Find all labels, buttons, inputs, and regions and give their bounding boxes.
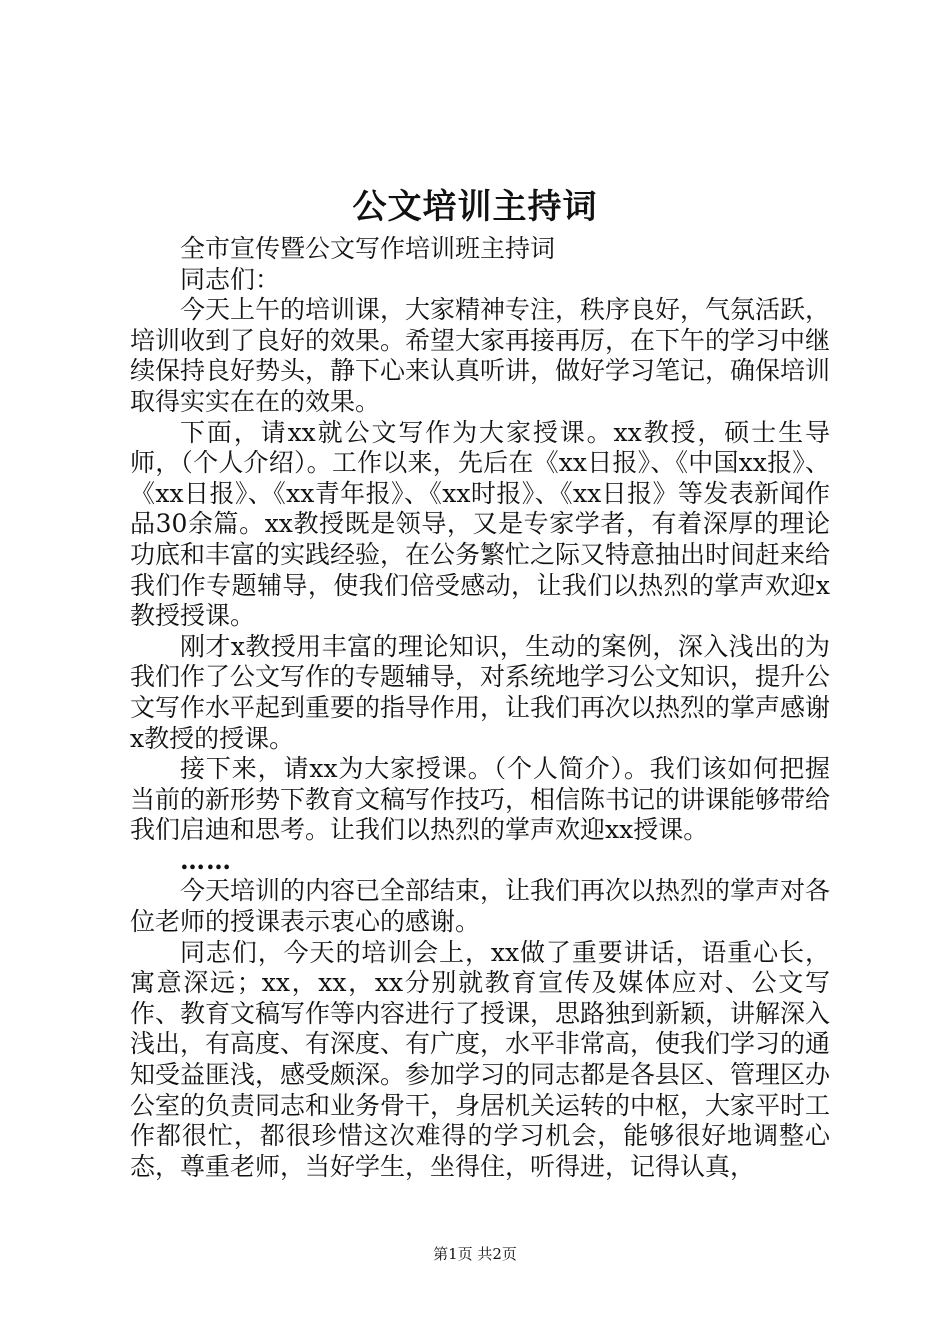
body-paragraph: 刚才x教授用丰富的理论知识，生动的案例，深入浅出的为我们作了公文写作的专题辅导，对系统地学习公文知识，提升公文写作水平起到重要的指导作用，让我们再次以热烈的掌声感谢x教授的授课。 (130, 631, 831, 753)
subtitle-paragraph: 全市宣传暨公文写作培训班主持词 (180, 234, 556, 263)
document-title: 公文培训主持词 (352, 187, 598, 227)
page-number-footer: 第1页 共2页 (433, 1245, 517, 1263)
ellipsis-paragraph: …… (180, 845, 232, 875)
body-paragraph: 接下来，请xx为大家授课。（个人简介）。我们该如何把握当前的新形势下教育文稿写作技巧，相信陈书记的讲课能够带给我们启迪和思考。让我们以热烈的掌声欢迎xx授课。 (130, 754, 831, 845)
body-paragraph: 今天培训的内容已全部结束，让我们再次以热烈的掌声对各位老师的授课表示衷心的感谢。 (130, 876, 831, 937)
body-paragraph: 下面，请xx就公文写作为大家授课。xx教授，硕士生导师，（个人介绍）。工作以来，先后在《xx日报》、《中国xx报》、《xx日报》、《xx青年报》、《xx时报》、《xx日报》等发表新闻作品30余篇。xx教授既是领导，又是专家学者，有着深厚的理论功底和丰富的实践经验，在公务繁忙之际又特意抽出时间赶来给我们作专题辅导，使我们倍受感动，让我们以热烈的掌声欢迎x教授授课。 (130, 417, 831, 631)
body-paragraph: 同志们，今天的培训会上，xx做了重要讲话，语重心长，寓意深远；xx，xx，xx分别就教育宣传及媒体应对、公文写作、教育文稿写作等内容进行了授课，思路独到新颖，讲解深入浅出，有高度、有深度、有广度，水平非常高，使我们学习的通知受益匪浅，感受颇深。参加学习的同志都是各县区、管理区办公室的负责同志和业务骨干，身居机关运转的中枢，大家平时工作都很忙，都很珍惜这次难得的学习机会，能够很好地调整心态，尊重老师，当好学生，坐得住，听得进，记得认真， (130, 937, 831, 1181)
body-paragraph: 今天上午的培训课，大家精神专注，秩序良好，气氛活跃，培训收到了良好的效果。希望大家再接再厉，在下午的学习中继续保持良好势头，静下心来认真听讲，做好学习笔记，确保培训取得实实在在的效果。 (130, 295, 831, 416)
salutation-paragraph: 同志们： (180, 264, 281, 294)
document-body (130, 234, 830, 1182)
